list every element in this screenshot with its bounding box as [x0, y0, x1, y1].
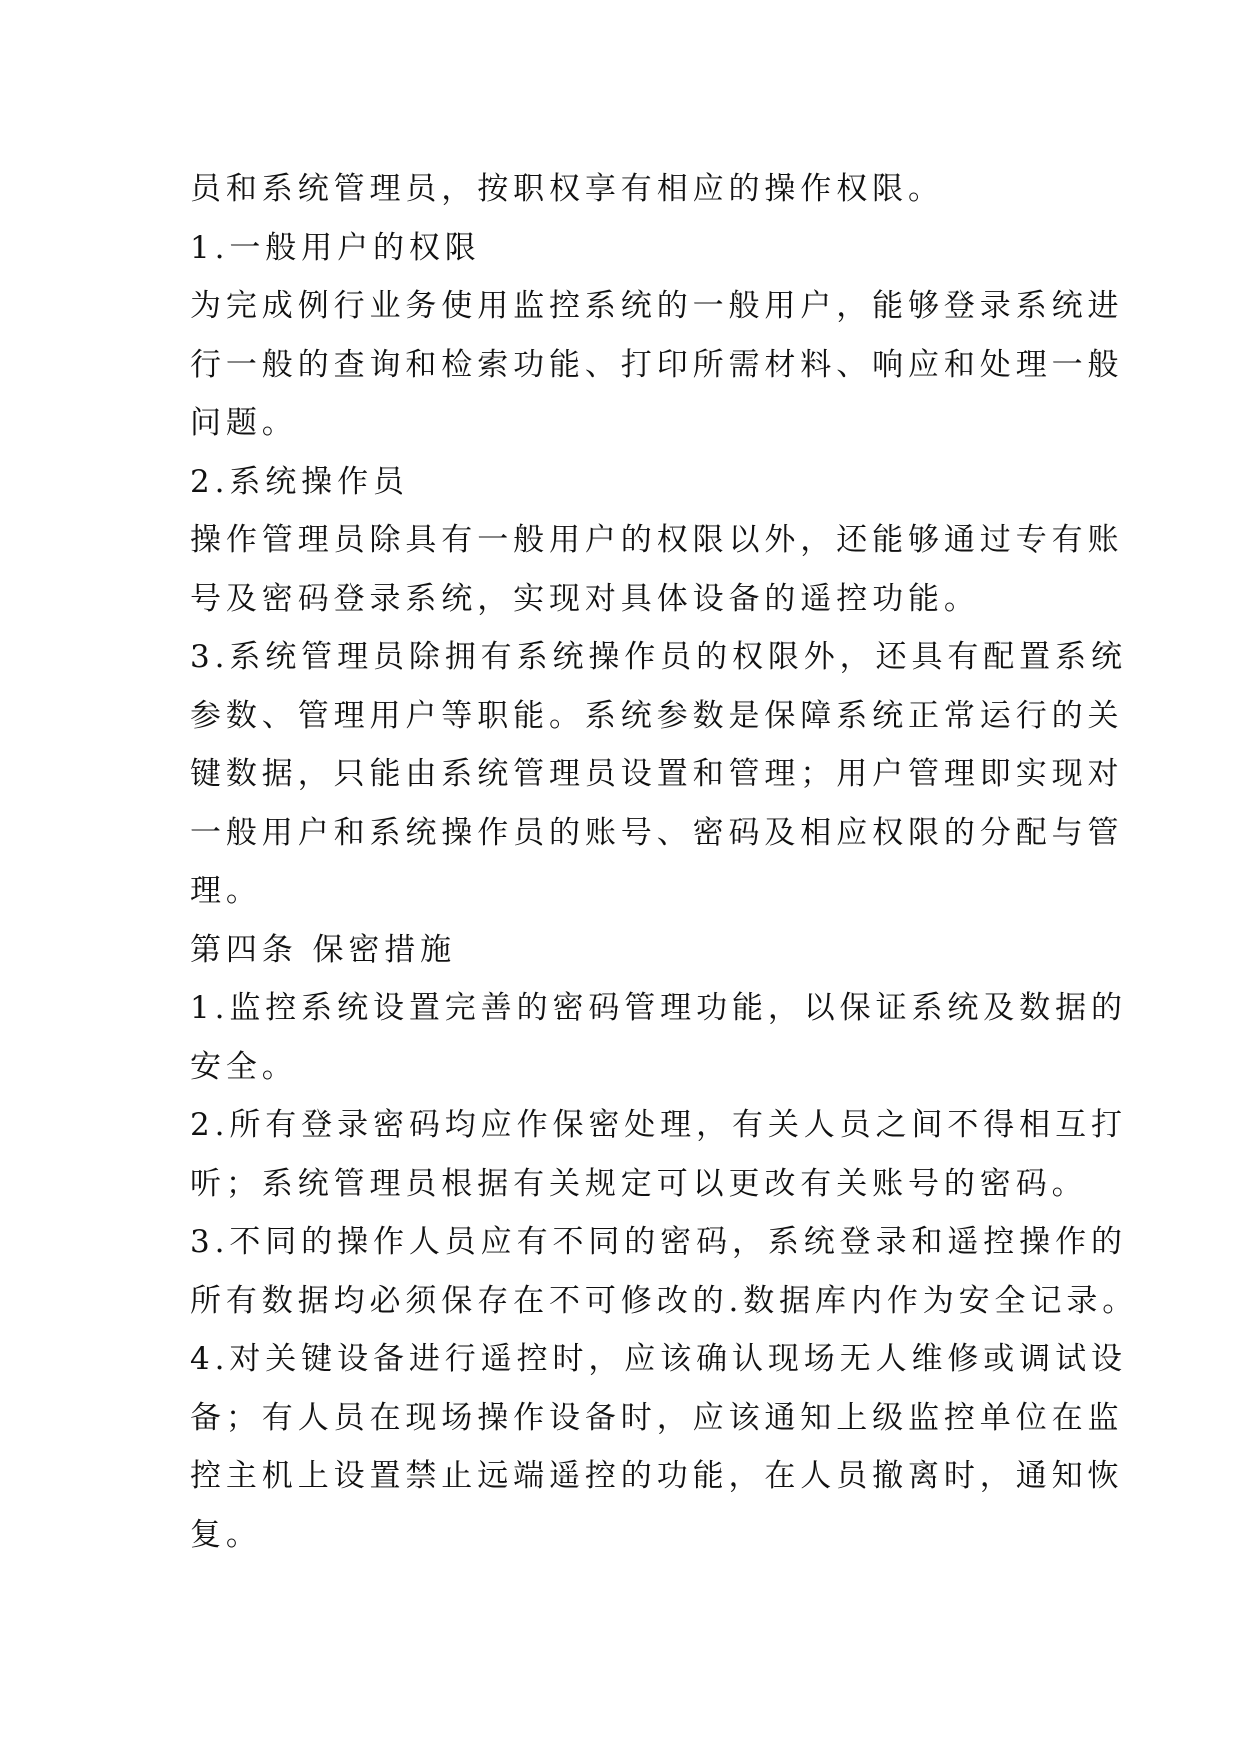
text-line-8: 号及密码登录系统，实现对具体设备的遥控功能。 [190, 580, 980, 617]
text-line-9: 3.系统管理员除拥有系统操作员的权限外，还具有配置系统 [190, 639, 1127, 675]
section-heading-general-user: 1.一般用户的权限 [190, 229, 481, 266]
text-line-22: 备；有人员在现场操作设备时，应该通知上级监控单位在监 [190, 1399, 1124, 1436]
text-line-1: 员和系统管理员，按职权享有相应的操作权限。 [190, 171, 944, 207]
text-line-24: 复。 [190, 1516, 262, 1553]
text-line-11: 键数据，只能由系统管理员设置和管理；用户管理即实现对 [190, 756, 1124, 792]
text-line-3: 为完成例行业务使用监控系统的一般用户，能够登录系统进 [190, 288, 1124, 324]
text-line-16: 安全。 [190, 1048, 298, 1085]
document-body [190, 160, 1139, 1564]
text-line-10: 参数、管理用户等职能。系统参数是保障系统正常运行的关 [190, 697, 1124, 734]
text-line-4: 行一般的查询和检索功能、打印所需材料、响应和处理一般 [190, 346, 1124, 383]
text-line-15: 1.监控系统设置完善的密码管理功能，以保证系统及数据的 [190, 990, 1127, 1026]
text-line-19: 3.不同的操作人员应有不同的密码，系统登录和遥控操作的 [190, 1224, 1127, 1260]
text-line-18: 听；系统管理员根据有关规定可以更改有关账号的密码。 [190, 1165, 1088, 1202]
text-line-12: 一般用户和系统操作员的账号、密码及相应权限的分配与管 [190, 814, 1124, 851]
section-heading-system-operator: 2.系统操作员 [190, 463, 409, 500]
text-line-23: 控主机上设置禁止远端遥控的功能，在人员撤离时，通知恢 [190, 1458, 1124, 1494]
text-line-13: 理。 [190, 873, 262, 909]
text-line-7: 操作管理员除具有一般用户的权限以外，还能够通过专有账 [190, 522, 1124, 558]
text-line-20: 所有数据均必须保存在不可修改的.数据库内作为安全记录。 [190, 1282, 1139, 1319]
text-line-5: 问题。 [190, 405, 298, 441]
text-line-21: 4.对关键设备进行遥控时，应该确认现场无人维修或调试设 [190, 1341, 1127, 1377]
article-heading-confidentiality: 第四条 保密措施 [190, 931, 457, 968]
text-line-17: 2.所有登录密码均应作保密处理，有关人员之间不得相互打 [190, 1107, 1127, 1143]
